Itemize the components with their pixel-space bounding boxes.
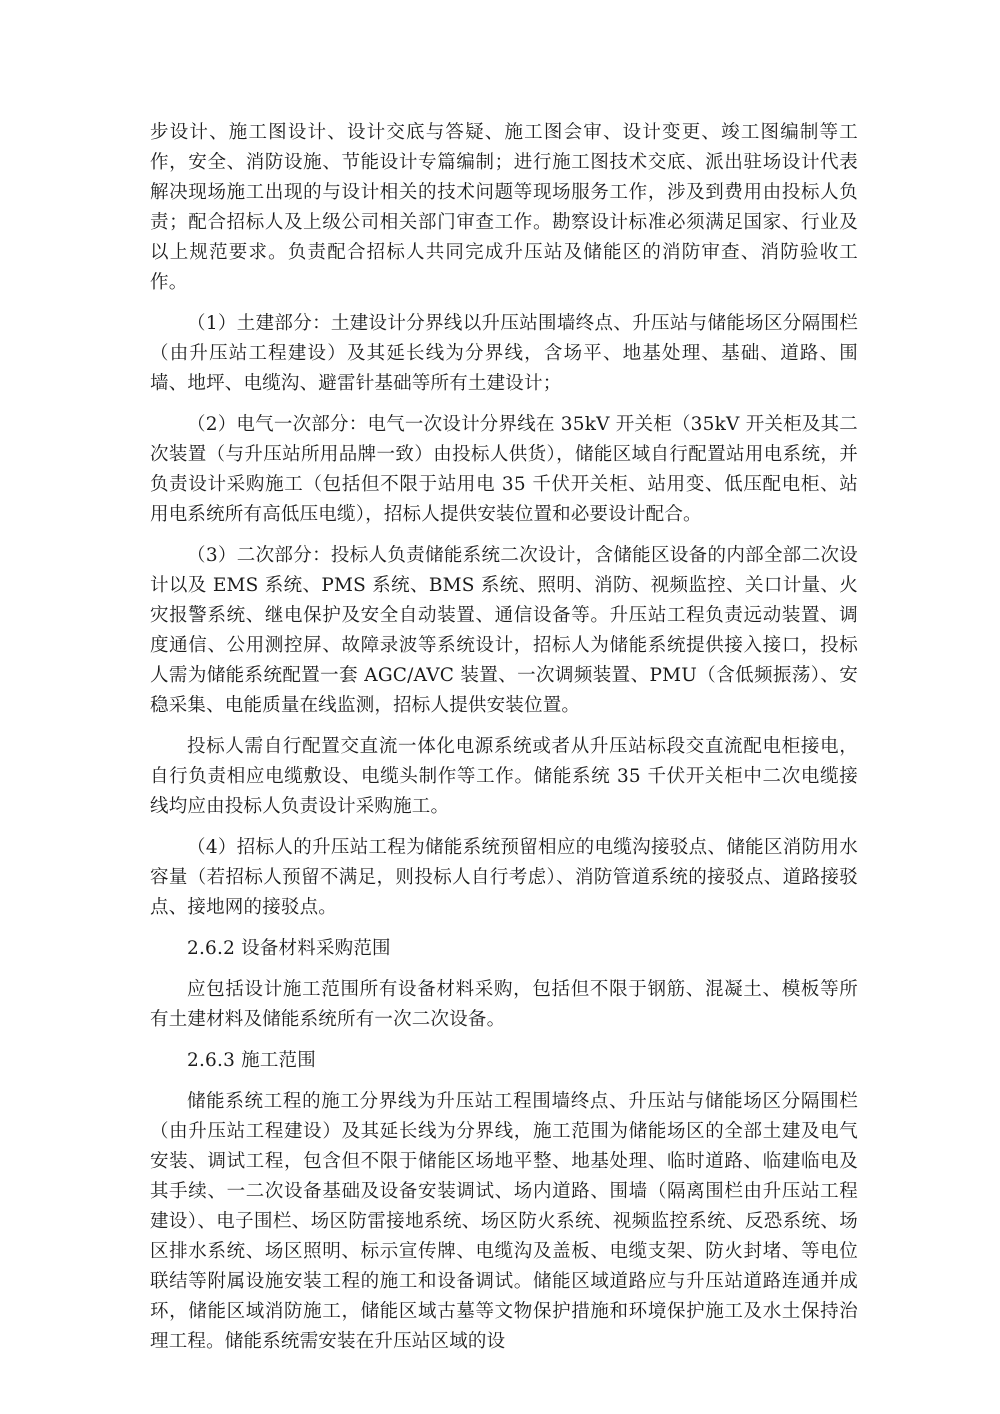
paragraph-electrical-primary: （2）电气一次部分：电气一次设计分界线在 35kV 开关柜（35kV 开关柜及其二次装置（与升压站所用品牌一致）由投标人供货），储能区域自行配置站用电系统，并负责设计采购施工（包括但不限于站用电 35 千伏开关柜、站用变、低压配电柜、站用电系统所有高低压电缆），招标人提供安装位置和必要设计配合。: [150, 414, 858, 525]
paragraph-tenderer-reserved: （4）招标人的升压站工程为储能系统预留相应的电缆沟接驳点、储能区消防用水容量（若招标人预留不满足，则投标人自行考虑）、消防管道系统的接驳点、道路接驳点、接地网的接驳点。: [150, 837, 858, 918]
document-body: [150, 118, 858, 1368]
paragraph-power-supply: 投标人需自行配置交直流一体化电源系统或者从升压站标段交直流配电柜接电，自行负责相应电缆敷设、电缆头制作等工作。储能系统 35 千伏开关柜中二次电缆接线均应由投标人负责设计采购施工。: [150, 736, 858, 817]
paragraph-construction-scope: 储能系统工程的施工分界线为升压站工程围墙终点、升压站与储能场区分隔围栏（由升压站工程建设）及其延长线为分界线，施工范围为储能场区的全部土建及电气安装、调试工程，包含但不限于储能区场地平整、地基处理、临时道路、临建临电及其手续、一二次设备基础及设备安装调试、场内道路、围墙（隔离围栏由升压站工程建设）、电子围栏、场区防雷接地系统、场区防火系统、视频监控系统、反恐系统、场区排水系统、场区照明、标示宣传牌、电缆沟及盖板、电缆支架、防火封堵、等电位联结等附属设施安装工程的施工和设备调试。储能区域道路应与升压站道路连通并成环，储能区域消防施工，储能区域古墓等文物保护措施和环境保护施工及水土保持治理工程。储能系统需安装在升压站区域的设: [150, 1091, 858, 1352]
paragraph-design-scope-continuation: 步设计、施工图设计、设计交底与答疑、施工图会审、设计变更、竣工图编制等工作，安全、消防设施、节能设计专篇编制；进行施工图技术交底、派出驻场设计代表解决现场施工出现的与设计相关的技术问题等现场服务工作，涉及到费用由投标人负责；配合招标人及上级公司相关部门审查工作。勘察设计标准必须满足国家、行业及以上规范要求。负责配合招标人共同完成升压站及储能区的消防审查、消防验收工作。: [150, 122, 858, 293]
paragraph-procurement-scope: 应包括设计施工范围所有设备材料采购，包括但不限于钢筋、混凝土、模板等所有土建材料及储能系统所有一次二次设备。: [150, 979, 858, 1030]
paragraph-civil-part: （1）土建部分：土建设计分界线以升压站围墙终点、升压站与储能场区分隔围栏（由升压站工程建设）及其延长线为分界线，含场平、地基处理、基础、道路、围墙、地坪、电缆沟、避雷针基础等所有土建设计；: [150, 313, 858, 394]
section-heading-procurement: 2.6.2 设备材料采购范围: [187, 938, 391, 959]
section-heading-construction: 2.6.3 施工范围: [187, 1050, 316, 1071]
paragraph-secondary-part: （3）二次部分：投标人负责储能系统二次设计，含储能区设备的内部全部二次设计以及 EMS 系统、PMS 系统、BMS 系统、照明、消防、视频监控、关口计量、火灾报警系统、继电保护及安全自动装置、通信设备等。升压站工程负责远动装置、调度通信、公用测控屏、故障录波等系统设计，招标人为储能系统提供接入接口，投标人需为储能系统配置一套 AGC/AVC 装置、一次调频装置、PMU（含低频振荡）、安稳采集、电能质量在线监测，招标人提供安装位置。: [150, 545, 858, 716]
